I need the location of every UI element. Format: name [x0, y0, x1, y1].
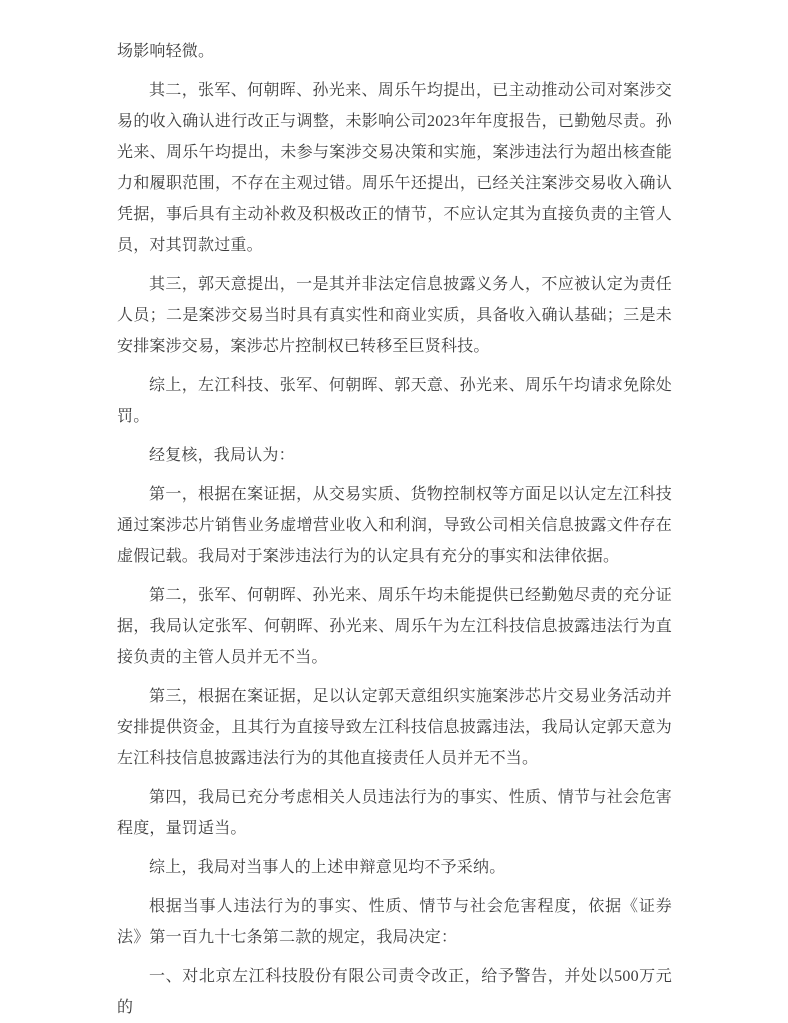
legal-basis-paragraph: 根据当事人违法行为的事实、性质、情节与社会危害程度，依据《证券法》第一百九十七条第二款的规定，我局决定： [117, 898, 672, 946]
review-finding-4: 第四，我局已充分考虑相关人员违法行为的事实、性质、情节与社会危害程度，量罚适当。 [117, 789, 672, 837]
summary-request-paragraph: 综上，左江科技、张军、何朝晖、郭天意、孙光来、周乐午均请求免除处罚。 [117, 377, 672, 425]
defense-argument-3: 其三，郭天意提出，一是其并非法定信息披露义务人，不应被认定为责任人员；二是案涉交易当时具有真实性和商业实质，具备收入确认基础；三是未安排案涉交易，案涉芯片控制权已转移至巨贤科技。 [117, 276, 672, 355]
review-intro-paragraph: 经复核，我局认为： [149, 447, 295, 464]
review-finding-2: 第二，张军、何朝晖、孙光来、周乐午均未能提供已经勤勉尽责的充分证据，我局认定张军、何朝晖、孙光来、周乐午为左江科技信息披露违法行为直接负责的主管人员并无不当。 [117, 587, 672, 666]
review-finding-1: 第一，根据在案证据，从交易实质、货物控制权等方面足以认定左江科技通过案涉芯片销售业务虚增营业收入和利润，导致公司相关信息披露文件存在虚假记载。我局对于案涉违法行为的认定具有充分的事实和法律依据。 [117, 486, 672, 565]
continuation-line: 场影响轻微。 [117, 43, 215, 60]
decision-item-1: 一、对北京左江科技股份有限公司责令改正，给予警告，并处以500万元的 [117, 968, 672, 1016]
review-finding-3: 第三，根据在案证据，足以认定郭天意组织实施案涉芯片交易业务活动并安排提供资金，且其行为直接导致左江科技信息披露违法，我局认定郭天意为左江科技信息披露违法行为的其他直接责任人员并无不当。 [117, 688, 672, 767]
rejection-conclusion-paragraph: 综上，我局对当事人的上述申辩意见均不予采纳。 [149, 859, 506, 876]
defense-argument-2: 其二，张军、何朝晖、孙光来、周乐午均提出，已主动推动公司对案涉交易的收入确认进行改正与调整，未影响公司2023年年度报告，已勤勉尽责。孙光来、周乐午均提出，未参与案涉交易决策和实施，案涉违法行为超出核查能力和履职范围，不存在主观过错。周乐午还提出，已经关注案涉交易收入确认凭据，事后具有主动补救及积极改正的情节，不应认定其为直接负责的主管人员，对其罚款过重。 [117, 82, 672, 254]
